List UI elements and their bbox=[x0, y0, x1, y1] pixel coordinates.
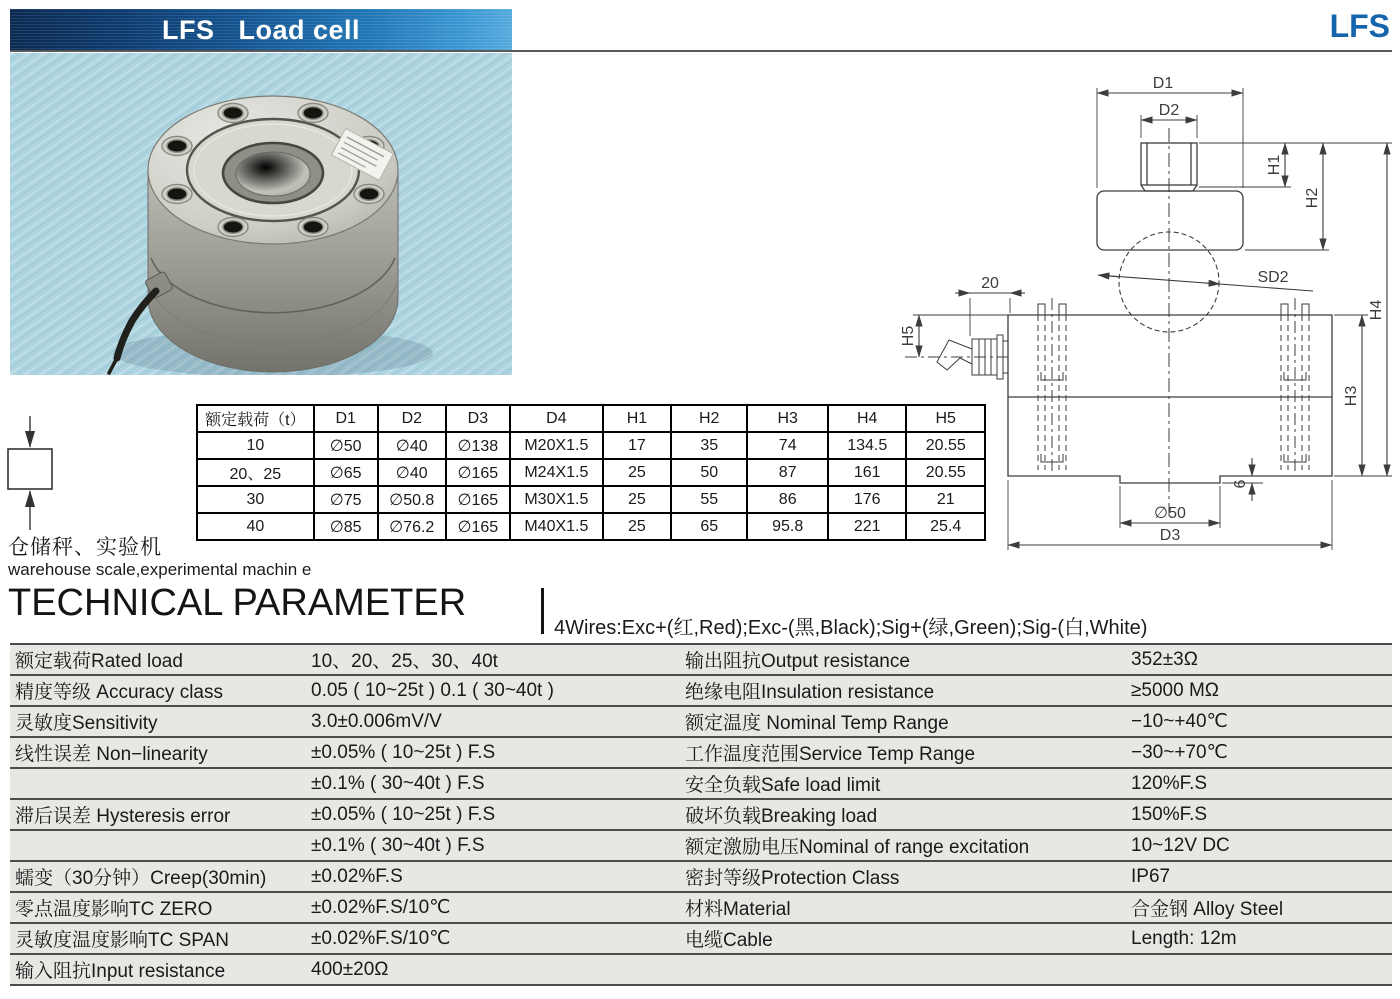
param-value: 0.05 ( 10~25t ) 0.1 ( 30~40t ) bbox=[311, 679, 554, 701]
dim-label-d3: D3 bbox=[1159, 527, 1181, 544]
param-value: ±0.02%F.S/10℃ bbox=[311, 928, 451, 949]
param-value: 400±20Ω bbox=[311, 958, 389, 980]
parameter-row bbox=[10, 922, 1392, 953]
param-label: 蠕变（30分钟）Creep(30min) bbox=[15, 868, 267, 889]
page-title-bar bbox=[10, 9, 512, 51]
application-en: warehouse scale,experimental machin e bbox=[8, 560, 312, 579]
dim-label-h2: H2 bbox=[1304, 187, 1321, 209]
column-header: H1 bbox=[603, 405, 671, 432]
param-label: 安全负载Safe load limit bbox=[685, 775, 881, 796]
param-value: 10~12V DC bbox=[1131, 834, 1230, 856]
param-label: 精度等级 Accuracy class bbox=[15, 682, 223, 703]
column-header: H4 bbox=[828, 405, 906, 432]
param-value: 合金钢 Alloy Steel bbox=[1131, 899, 1284, 920]
param-label: 输入阻抗Input resistance bbox=[15, 961, 226, 982]
param-value: −10~+40℃ bbox=[1131, 711, 1228, 732]
param-label: 线性误差 Non−linearity bbox=[15, 744, 208, 765]
header-divider bbox=[10, 50, 1392, 52]
table-row: 20、25 ∅65 ∅40 ∅165 M24X1.5 25 50 87 161 20.55 bbox=[197, 459, 985, 486]
column-header: H3 bbox=[747, 405, 828, 432]
dim-label-20: 20 bbox=[981, 275, 999, 292]
dim-label-d2: D2 bbox=[1158, 102, 1180, 119]
param-label: 灵敏度温度影响TC SPAN bbox=[15, 930, 229, 951]
parameter-row bbox=[10, 643, 1392, 674]
param-label: 绝缘电阻Insulation resistance bbox=[685, 682, 935, 703]
param-label: 额定温度 Nominal Temp Range bbox=[685, 713, 949, 734]
parameter-row bbox=[10, 798, 1392, 829]
dim-label-h5: H5 bbox=[900, 325, 917, 347]
column-header: H2 bbox=[671, 405, 747, 432]
param-label: 灵敏度Sensitivity bbox=[15, 713, 158, 734]
column-header: D1 bbox=[314, 405, 378, 432]
section-heading: TECHNICAL PARAMETER bbox=[8, 582, 467, 624]
param-label: 滞后误差 Hysteresis error bbox=[15, 806, 231, 827]
param-label: 额定激励电压Nominal of range excitation bbox=[685, 837, 1030, 858]
brand-label: LFS bbox=[1329, 8, 1390, 44]
wiring-info: 4Wires:Exc+(红,Red);Exc-(黑,Black);Sig+(绿,Green);Sig-(白,White) bbox=[554, 617, 1148, 639]
parameter-row bbox=[10, 736, 1392, 767]
dim-label-h4: H4 bbox=[1368, 299, 1385, 321]
dim-label-d1: D1 bbox=[1152, 75, 1174, 92]
dim-label-6: 6 bbox=[1232, 479, 1249, 489]
param-label: 额定载荷Rated load bbox=[15, 651, 183, 672]
param-value: 352±3Ω bbox=[1131, 648, 1198, 670]
table-row: 40 ∅85 ∅76.2 ∅165 M40X1.5 25 65 95.8 221 25.4 bbox=[197, 513, 985, 540]
param-value: ±0.1% ( 30~40t ) F.S bbox=[311, 834, 485, 856]
dim-label-sd2: SD2 bbox=[1257, 269, 1289, 286]
param-value: ±0.05% ( 10~25t ) F.S bbox=[311, 803, 496, 825]
dim-label-d50: ∅50 bbox=[1154, 505, 1186, 522]
dimension-table bbox=[196, 404, 986, 541]
dimension-table-header-row bbox=[197, 405, 985, 432]
param-value: IP67 bbox=[1131, 865, 1171, 887]
parameter-table bbox=[10, 643, 1392, 986]
column-header: 额定载荷（t） bbox=[197, 405, 314, 432]
param-value: −30~+70℃ bbox=[1131, 742, 1228, 763]
param-label: 破坏负载Breaking load bbox=[685, 806, 878, 827]
page-title: LFS Load cell bbox=[161, 14, 361, 45]
compression-load-symbol bbox=[5, 408, 75, 538]
column-header: D4 bbox=[510, 405, 603, 432]
parameter-row bbox=[10, 674, 1392, 705]
param-label: 电缆Cable bbox=[685, 930, 773, 951]
param-label: 零点温度影响TC ZERO bbox=[15, 899, 213, 920]
table-row: 10 ∅50 ∅40 ∅138 M20X1.5 17 35 74 134.5 20.55 bbox=[197, 432, 985, 459]
param-value: ±0.05% ( 10~25t ) F.S bbox=[311, 741, 496, 763]
param-value: 120%F.S bbox=[1131, 772, 1208, 794]
param-value: ±0.1% ( 30~40t ) F.S bbox=[311, 772, 485, 794]
param-value: 3.0±0.006mV/V bbox=[311, 710, 442, 732]
load-cell-photo bbox=[10, 53, 512, 375]
param-label: 材料Material bbox=[685, 899, 791, 920]
column-header: H5 bbox=[906, 405, 985, 432]
parameter-row bbox=[10, 953, 1392, 986]
heading-separator bbox=[541, 588, 544, 634]
application-zh: 仓储秤、实验机 bbox=[8, 536, 162, 559]
param-value: 10、20、25、30、40t bbox=[311, 651, 498, 672]
load-button-dome bbox=[236, 152, 310, 196]
param-value: 150%F.S bbox=[1131, 803, 1208, 825]
table-row: 30 ∅75 ∅50.8 ∅165 M30X1.5 25 55 86 176 21 bbox=[197, 486, 985, 513]
param-value: ≥5000 MΩ bbox=[1131, 679, 1220, 701]
param-label: 密封等级Protection Class bbox=[685, 868, 900, 889]
parameter-row bbox=[10, 891, 1392, 922]
dim-label-h3: H3 bbox=[1343, 385, 1360, 407]
parameter-row bbox=[10, 767, 1392, 798]
parameter-row bbox=[10, 860, 1392, 891]
param-value: ±0.02%F.S bbox=[311, 865, 403, 887]
param-label: 输出阻抗Output resistance bbox=[685, 651, 910, 672]
dim-label-h1: H1 bbox=[1266, 154, 1283, 176]
parameter-row bbox=[10, 705, 1392, 736]
param-value: ±0.02%F.S/10℃ bbox=[311, 897, 451, 918]
param-value: Length: 12m bbox=[1131, 927, 1237, 949]
column-header: D2 bbox=[378, 405, 446, 432]
parameter-row bbox=[10, 829, 1392, 860]
column-header: D3 bbox=[446, 405, 510, 432]
param-label: 工作温度范围Service Temp Range bbox=[685, 744, 976, 765]
